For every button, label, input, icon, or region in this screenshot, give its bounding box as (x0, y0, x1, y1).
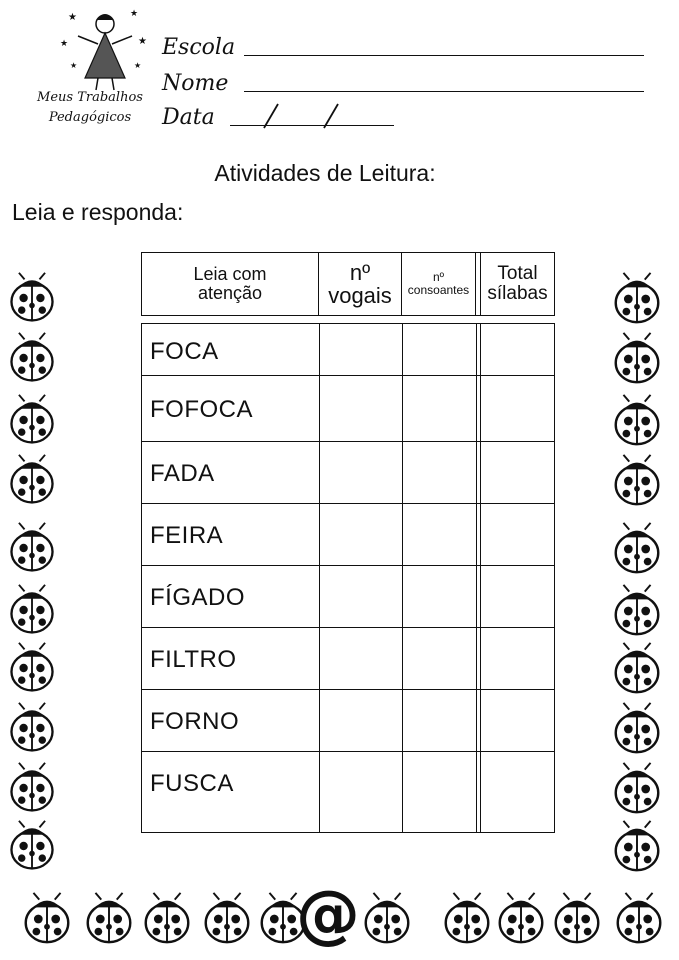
word-cell: FÍGADO (150, 584, 246, 611)
at-sign-icon: @ (296, 878, 360, 952)
ladybug-icon (4, 270, 60, 326)
word-cell: FILTRO (150, 646, 237, 673)
svg-text:★: ★ (130, 8, 139, 18)
ladybug-icon (138, 890, 196, 948)
ladybug-icon (4, 760, 60, 816)
svg-text:★: ★ (70, 61, 78, 70)
table-row[interactable] (142, 376, 554, 442)
word-cell: FOFOCA (150, 396, 253, 423)
svg-text:★: ★ (60, 38, 69, 48)
ladybug-icon (4, 640, 60, 696)
ladybug-icon (608, 452, 666, 510)
ladybug-icon (4, 452, 60, 508)
school-field[interactable] (162, 30, 646, 60)
ladybug-icon (608, 640, 666, 698)
ladybug-icon (608, 330, 666, 388)
word-cell: FORNO (150, 708, 240, 735)
ladybug-icon (492, 890, 550, 948)
ladybug-icon (608, 520, 666, 578)
svg-text:★: ★ (68, 12, 77, 23)
ladybug-icon (608, 392, 666, 450)
word-cell: FOCA (150, 338, 219, 365)
table-body (141, 323, 555, 833)
header-read-carefully (142, 253, 319, 315)
header-col1-line1: Leia com (193, 264, 267, 285)
ladybug-icon (358, 890, 416, 948)
table-row[interactable] (142, 442, 554, 504)
page-title: Atividades de Leitura: (214, 160, 436, 186)
ladybug-icon (198, 890, 256, 948)
name-field[interactable] (162, 66, 646, 96)
table-row[interactable] (142, 324, 554, 376)
header-col2-bottom: vogais (328, 283, 392, 308)
word-cell: FADA (150, 460, 215, 487)
word-cell: FEIRA (150, 522, 224, 549)
ladybug-icon (608, 818, 666, 876)
word-cell: FUSCA (150, 770, 234, 797)
header-col2-top: nº (349, 259, 371, 285)
header-col4-top: Total (497, 263, 538, 285)
header-col3-bottom: consoantes (407, 283, 470, 297)
instruction: Leia e responda: (12, 199, 184, 225)
logo-line-1: Meus Trabalhos (37, 90, 143, 105)
table-row[interactable] (142, 628, 554, 690)
table-header (141, 252, 555, 316)
svg-text:★: ★ (138, 36, 147, 47)
name-label: Nome (162, 71, 229, 96)
table-row[interactable] (142, 690, 554, 752)
ladybug-icon (438, 890, 496, 948)
school-line (244, 55, 644, 56)
name-line (244, 91, 644, 92)
table-row[interactable] (142, 752, 554, 831)
header-col1-line2: atenção (197, 283, 263, 303)
ladybug-icon (4, 818, 60, 874)
girl-logo-icon (60, 6, 150, 91)
ladybug-icon (608, 700, 666, 758)
date-field[interactable] (162, 100, 402, 130)
ladybug-icon (4, 520, 60, 576)
table-row[interactable] (142, 566, 554, 628)
ladybug-icon (608, 760, 666, 818)
ladybug-icon (548, 890, 606, 948)
header-syllables (480, 253, 554, 315)
header-col3-top: nº (432, 270, 445, 285)
svg-text:★: ★ (134, 61, 142, 70)
school-label: Escola (162, 35, 236, 60)
ladybug-icon (80, 890, 138, 948)
date-separators (262, 100, 362, 130)
ladybug-icon (4, 582, 60, 638)
ladybug-icon (4, 392, 60, 448)
ladybug-icon (608, 582, 666, 640)
logo-line-2: Pedagógicos (48, 110, 132, 125)
ladybug-icon (608, 270, 666, 328)
ladybug-icon (18, 890, 76, 948)
ladybug-icon (4, 700, 60, 756)
header-vowels (319, 253, 402, 315)
header-consonants (402, 253, 476, 315)
table-row[interactable] (142, 504, 554, 566)
ladybug-icon (610, 890, 668, 948)
header-col4-bottom: sílabas (487, 283, 548, 304)
ladybug-icon (4, 330, 60, 386)
logo (20, 6, 160, 136)
date-label: Data (162, 105, 215, 130)
